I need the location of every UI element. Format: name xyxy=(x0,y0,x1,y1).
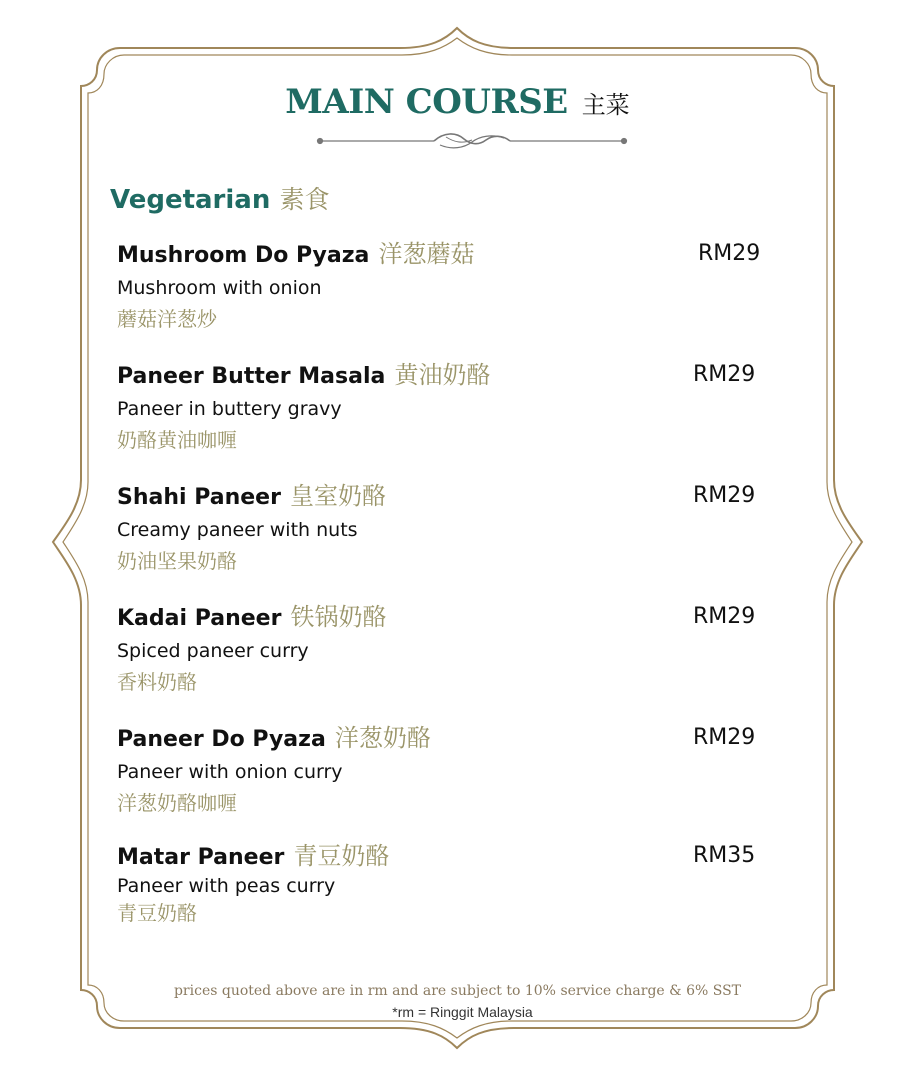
page-title-cn: 主菜 xyxy=(581,90,630,119)
item-description: Creamy paneer with nuts xyxy=(117,519,358,541)
menu-item xyxy=(117,237,777,333)
item-description-cn: 蘑菇洋葱炒 xyxy=(117,307,217,331)
item-description: Paneer with peas curry xyxy=(117,875,336,897)
item-name: Shahi Paneer xyxy=(117,485,281,510)
item-description-cn: 洋葱奶酪咖喱 xyxy=(117,791,237,815)
menu-item xyxy=(117,479,777,575)
item-name-cn: 铁锅奶酪 xyxy=(290,603,387,631)
item-price: RM29 xyxy=(693,725,756,750)
item-description: Paneer in buttery gravy xyxy=(117,398,342,420)
item-name-cn: 洋葱蘑菇 xyxy=(378,240,475,268)
currency-note: *rm = Ringgit Malaysia xyxy=(392,1004,533,1020)
item-name: Mushroom Do Pyaza xyxy=(117,243,370,268)
menu-item xyxy=(117,721,777,817)
item-name: Paneer Butter Masala xyxy=(117,364,386,389)
item-price: RM29 xyxy=(698,241,761,266)
item-name-cn: 黄油奶酪 xyxy=(394,361,491,389)
section-title: Vegetarian xyxy=(110,185,271,215)
menu-header xyxy=(0,82,915,122)
item-description-cn: 奶油坚果奶酪 xyxy=(117,549,237,573)
page-title: MAIN COURSE xyxy=(285,82,568,122)
item-description-cn: 奶酪黄油咖喱 xyxy=(117,428,237,452)
item-price: RM35 xyxy=(693,843,756,868)
item-description-cn: 香料奶酪 xyxy=(117,670,197,694)
item-description: Mushroom with onion xyxy=(117,277,322,299)
item-price: RM29 xyxy=(693,604,756,629)
menu-item xyxy=(117,600,777,696)
section-heading-vegetarian xyxy=(110,180,329,216)
price-note: prices quoted above are in rm and are subject to 10% service charge & 6% SST xyxy=(173,983,742,999)
item-name-cn: 皇室奶酪 xyxy=(290,482,387,510)
item-name: Kadai Paneer xyxy=(117,606,282,631)
item-name: Paneer Do Pyaza xyxy=(117,727,326,752)
menu-item xyxy=(117,358,777,454)
item-description-cn: 青豆奶酪 xyxy=(117,901,197,925)
item-price: RM29 xyxy=(693,483,756,508)
item-description: Spiced paneer curry xyxy=(117,640,309,662)
item-name-cn: 青豆奶酪 xyxy=(293,842,390,870)
item-name: Matar Paneer xyxy=(117,845,285,870)
item-name-cn: 洋葱奶酪 xyxy=(334,724,431,752)
menu-item xyxy=(117,839,777,927)
item-price: RM29 xyxy=(693,362,756,387)
item-description: Paneer with onion curry xyxy=(117,761,343,783)
section-title-cn: 素食 xyxy=(279,185,330,214)
ornamental-flourish-icon xyxy=(312,128,632,154)
